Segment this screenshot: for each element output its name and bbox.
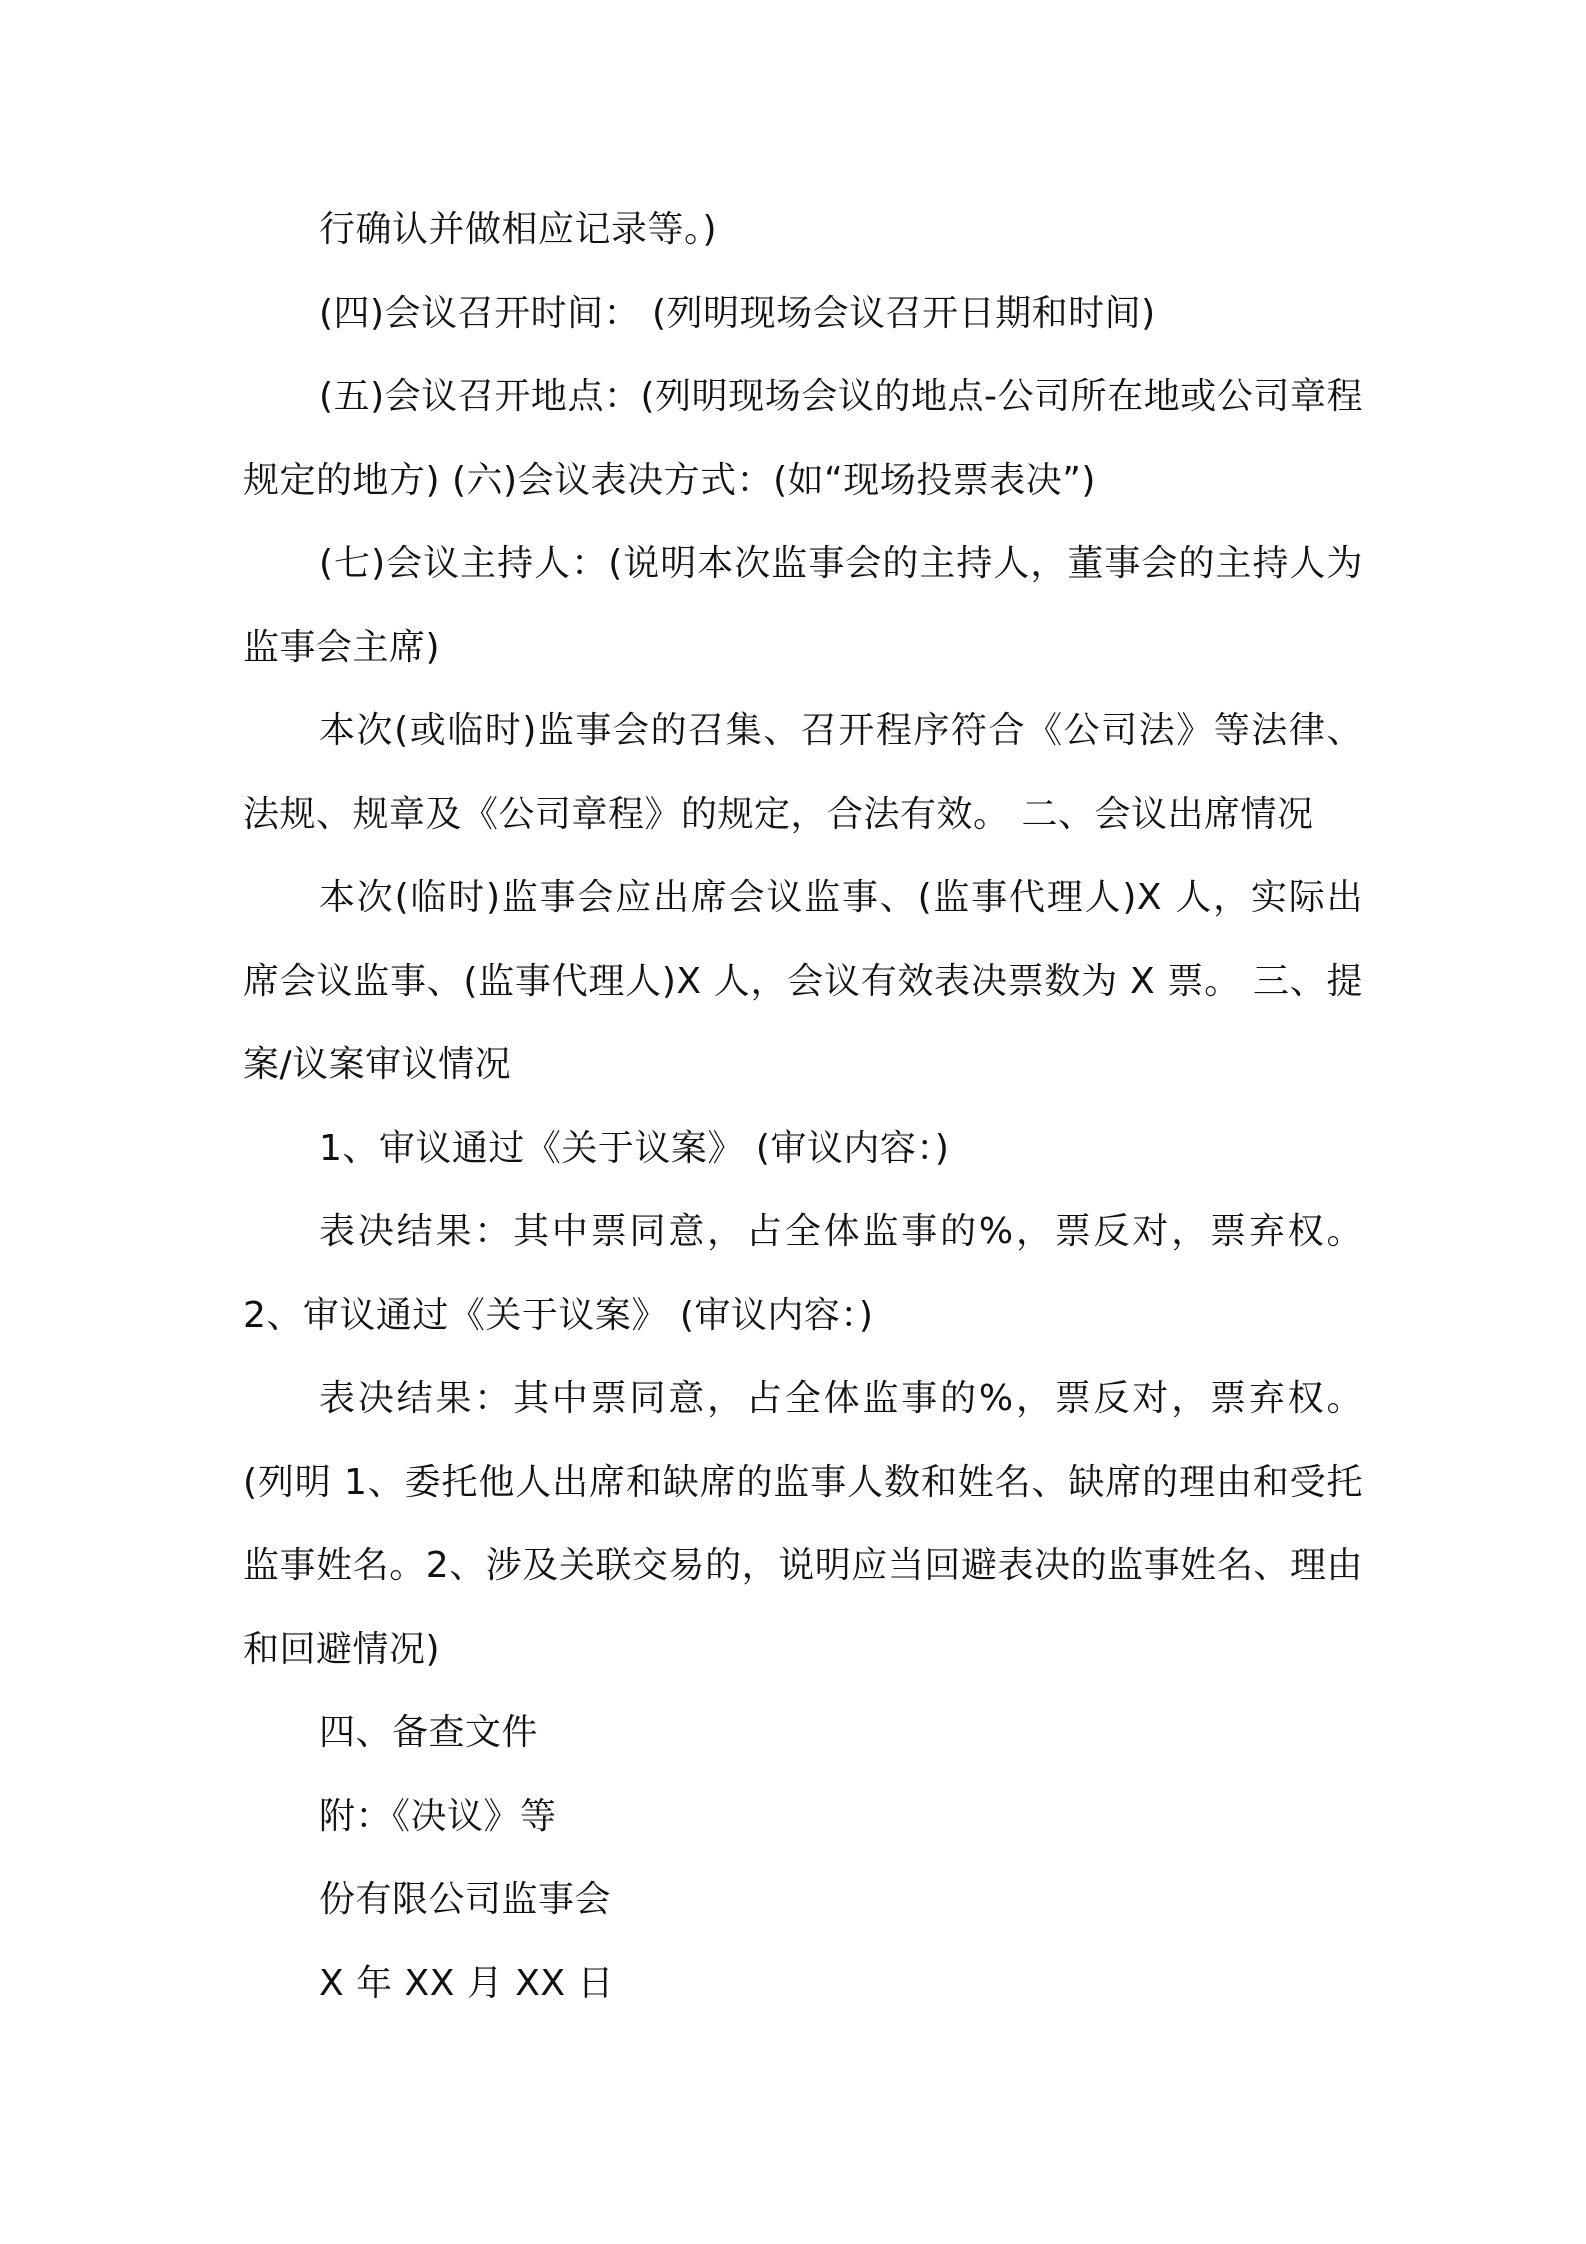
paragraph-meeting-location: (五)会议召开地点：(列明现场会议的地点-公司所在地或公司章程规定的地方) (六)会议表决方式：(如“现场投票表决”) — [243, 376, 1363, 501]
document-body — [243, 188, 1363, 2025]
paragraph-meeting-host: (七)会议主持人：(说明本次监事会的主持人，董事会的主持人为监事会主席) — [243, 543, 1363, 668]
paragraph-date: X 年 XX 月 XX 日 — [319, 1962, 615, 2004]
paragraph-meeting-time: (四)会议召开时间： (列明现场会议召开日期和时间) — [319, 292, 1156, 334]
paragraph-signature: 份有限公司监事会 — [319, 1879, 612, 1920]
paragraph-continuation: 行确认并做相应记录等。) — [319, 209, 718, 250]
paragraph-proposal-1: 1、审议通过《关于议案》 (审议内容：) — [319, 1127, 950, 1169]
paragraph-legality: 本次(或临时)监事会的召集、召开程序符合《公司法》等法律、法规、规章及《公司章程》的规定，合法有效。 二、会议出席情况 — [243, 710, 1363, 835]
paragraph-vote-result-1: 表决结果：其中票同意，占全体监事的%，票反对，票弃权。 2、审议通过《关于议案》 (审议内容：) — [243, 1211, 1363, 1336]
paragraph-vote-result-2: 表决结果：其中票同意，占全体监事的%，票反对，票弃权。 (列明 1、委托他人出席和缺席的监事人数和姓名、缺席的理由和受托监事姓名。2、涉及关联交易的，说明应当回避表决的监事姓名、理由和回避情况) — [243, 1378, 1363, 1670]
paragraph-attachment: 附：《决议》等 — [319, 1795, 557, 1837]
paragraph-attendance: 本次(临时)监事会应出席会议监事、(监事代理人)X 人，实际出席会议监事、(监事代理人)X 人，会议有效表决票数为 X 票。 三、提案/议案审议情况 — [243, 877, 1363, 1085]
paragraph-reference-docs: 四、备查文件 — [319, 1712, 539, 1753]
